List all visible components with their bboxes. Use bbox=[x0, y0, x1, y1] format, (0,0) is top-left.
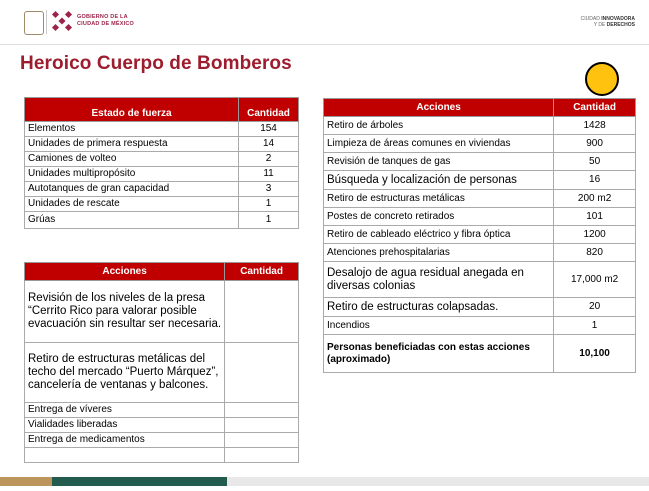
row-value: 10,100 bbox=[554, 335, 636, 373]
table-row bbox=[25, 182, 299, 197]
row-label: Elementos bbox=[25, 122, 239, 137]
row-label: Entrega de víveres bbox=[25, 403, 225, 418]
row-label: Revisión de los niveles de la presa “Cerrito Rico para valorar posible evacuación sin resultar ser necesaria. bbox=[25, 281, 225, 343]
row-value bbox=[225, 281, 299, 343]
table-row bbox=[324, 117, 636, 135]
row-value bbox=[225, 403, 299, 418]
row-value: 900 bbox=[554, 135, 636, 153]
table-row bbox=[324, 208, 636, 226]
row-label: Unidades de rescate bbox=[25, 197, 239, 212]
row-value: 17,000 m2 bbox=[554, 262, 636, 298]
row-label: Limpieza de áreas comunes en viviendas bbox=[324, 135, 554, 153]
table-row bbox=[25, 403, 299, 418]
column-header: Cantidad bbox=[554, 99, 636, 117]
page-header bbox=[0, 0, 649, 44]
column-header: Cantidad bbox=[239, 98, 299, 122]
row-label: Retiro de estructuras colapsadas. bbox=[324, 298, 554, 317]
row-label: Desalojo de agua residual anegada en diversas colonias bbox=[324, 262, 554, 298]
footer-bar-gold bbox=[0, 477, 52, 486]
row-value bbox=[225, 418, 299, 433]
row-label: Grúas bbox=[25, 212, 239, 229]
row-label: Incendios bbox=[324, 317, 554, 335]
row-label: Retiro de estructuras metálicas bbox=[324, 190, 554, 208]
table-header-row bbox=[25, 263, 299, 281]
estado-fuerza-table bbox=[24, 97, 299, 229]
table-row bbox=[324, 317, 636, 335]
table-row bbox=[324, 171, 636, 190]
acciones-right-table bbox=[323, 98, 636, 373]
table-row bbox=[324, 190, 636, 208]
table-row bbox=[324, 226, 636, 244]
row-label: Retiro de cableado eléctrico y fibra óptica bbox=[324, 226, 554, 244]
header-divider bbox=[0, 44, 649, 45]
table-row bbox=[324, 298, 636, 317]
row-value: 2 bbox=[239, 152, 299, 167]
row-value: 11 bbox=[239, 167, 299, 182]
gobierno-cdmx-text: GOBIERNO DE LA CIUDAD DE MÉXICO bbox=[77, 14, 134, 27]
row-label: Revisión de tanques de gas bbox=[324, 153, 554, 171]
row-label: Entrega de medicamentos bbox=[25, 433, 225, 448]
table-row bbox=[25, 448, 299, 463]
table-row bbox=[25, 433, 299, 448]
table-row bbox=[25, 418, 299, 433]
row-value: 1 bbox=[239, 197, 299, 212]
table-row bbox=[324, 335, 636, 373]
row-value: 1428 bbox=[554, 117, 636, 135]
table-row bbox=[324, 135, 636, 153]
table-row bbox=[25, 122, 299, 137]
row-label: Búsqueda y localización de personas bbox=[324, 171, 554, 190]
table-header-row bbox=[324, 99, 636, 117]
logo-divider bbox=[46, 10, 47, 34]
table-row bbox=[25, 212, 299, 229]
table-row bbox=[25, 152, 299, 167]
row-label: Vialidades liberadas bbox=[25, 418, 225, 433]
column-header: Estado de fuerza bbox=[25, 98, 239, 122]
row-label: Unidades multipropósito bbox=[25, 167, 239, 182]
column-header: Acciones bbox=[25, 263, 225, 281]
column-header: Acciones bbox=[324, 99, 554, 117]
column-header: Cantidad bbox=[225, 263, 299, 281]
page-title: Heroico Cuerpo de Bomberos bbox=[20, 53, 292, 74]
table-row bbox=[25, 343, 299, 403]
cdmx-logo-icon bbox=[51, 10, 73, 32]
row-label: Autotanques de gran capacidad bbox=[25, 182, 239, 197]
row-label: Retiro de estructuras metálicas del techo del mercado “Puerto Márquez”, cancelería de ventanas y balcones. bbox=[25, 343, 225, 403]
table-row bbox=[25, 137, 299, 152]
row-label: Camiones de volteo bbox=[25, 152, 239, 167]
row-value: 200 m2 bbox=[554, 190, 636, 208]
row-label: Personas beneficiadas con estas acciones (aproximado) bbox=[324, 335, 554, 373]
table-row bbox=[25, 197, 299, 212]
row-value: 1 bbox=[239, 212, 299, 229]
acciones-left-table bbox=[24, 262, 299, 463]
row-label bbox=[25, 448, 225, 463]
table-row bbox=[324, 153, 636, 171]
row-label: Postes de concreto retirados bbox=[324, 208, 554, 226]
row-label: Atenciones prehospitalarias bbox=[324, 244, 554, 262]
row-value: 101 bbox=[554, 208, 636, 226]
row-value: 16 bbox=[554, 171, 636, 190]
row-value bbox=[225, 448, 299, 463]
row-value: 154 bbox=[239, 122, 299, 137]
row-value: 820 bbox=[554, 244, 636, 262]
footer-bar-green bbox=[52, 477, 227, 486]
mexico-seal-icon bbox=[24, 11, 44, 35]
row-value bbox=[225, 343, 299, 403]
table-row bbox=[324, 244, 636, 262]
table-row bbox=[25, 281, 299, 343]
row-value: 1 bbox=[554, 317, 636, 335]
row-value: 3 bbox=[239, 182, 299, 197]
ciudad-innovadora-text: CIUDAD INNOVADORA Y DE DERECHOS bbox=[580, 16, 635, 28]
table-row bbox=[324, 262, 636, 298]
status-indicator-circle bbox=[585, 62, 619, 96]
row-value: 14 bbox=[239, 137, 299, 152]
row-label: Unidades de primera respuesta bbox=[25, 137, 239, 152]
footer-brand-bar bbox=[0, 477, 649, 486]
row-value bbox=[225, 433, 299, 448]
footer-bar-grey bbox=[227, 477, 649, 486]
table-row bbox=[25, 167, 299, 182]
row-value: 50 bbox=[554, 153, 636, 171]
row-label: Retiro de árboles bbox=[324, 117, 554, 135]
row-value: 20 bbox=[554, 298, 636, 317]
row-value: 1200 bbox=[554, 226, 636, 244]
table-header-row bbox=[25, 98, 299, 122]
